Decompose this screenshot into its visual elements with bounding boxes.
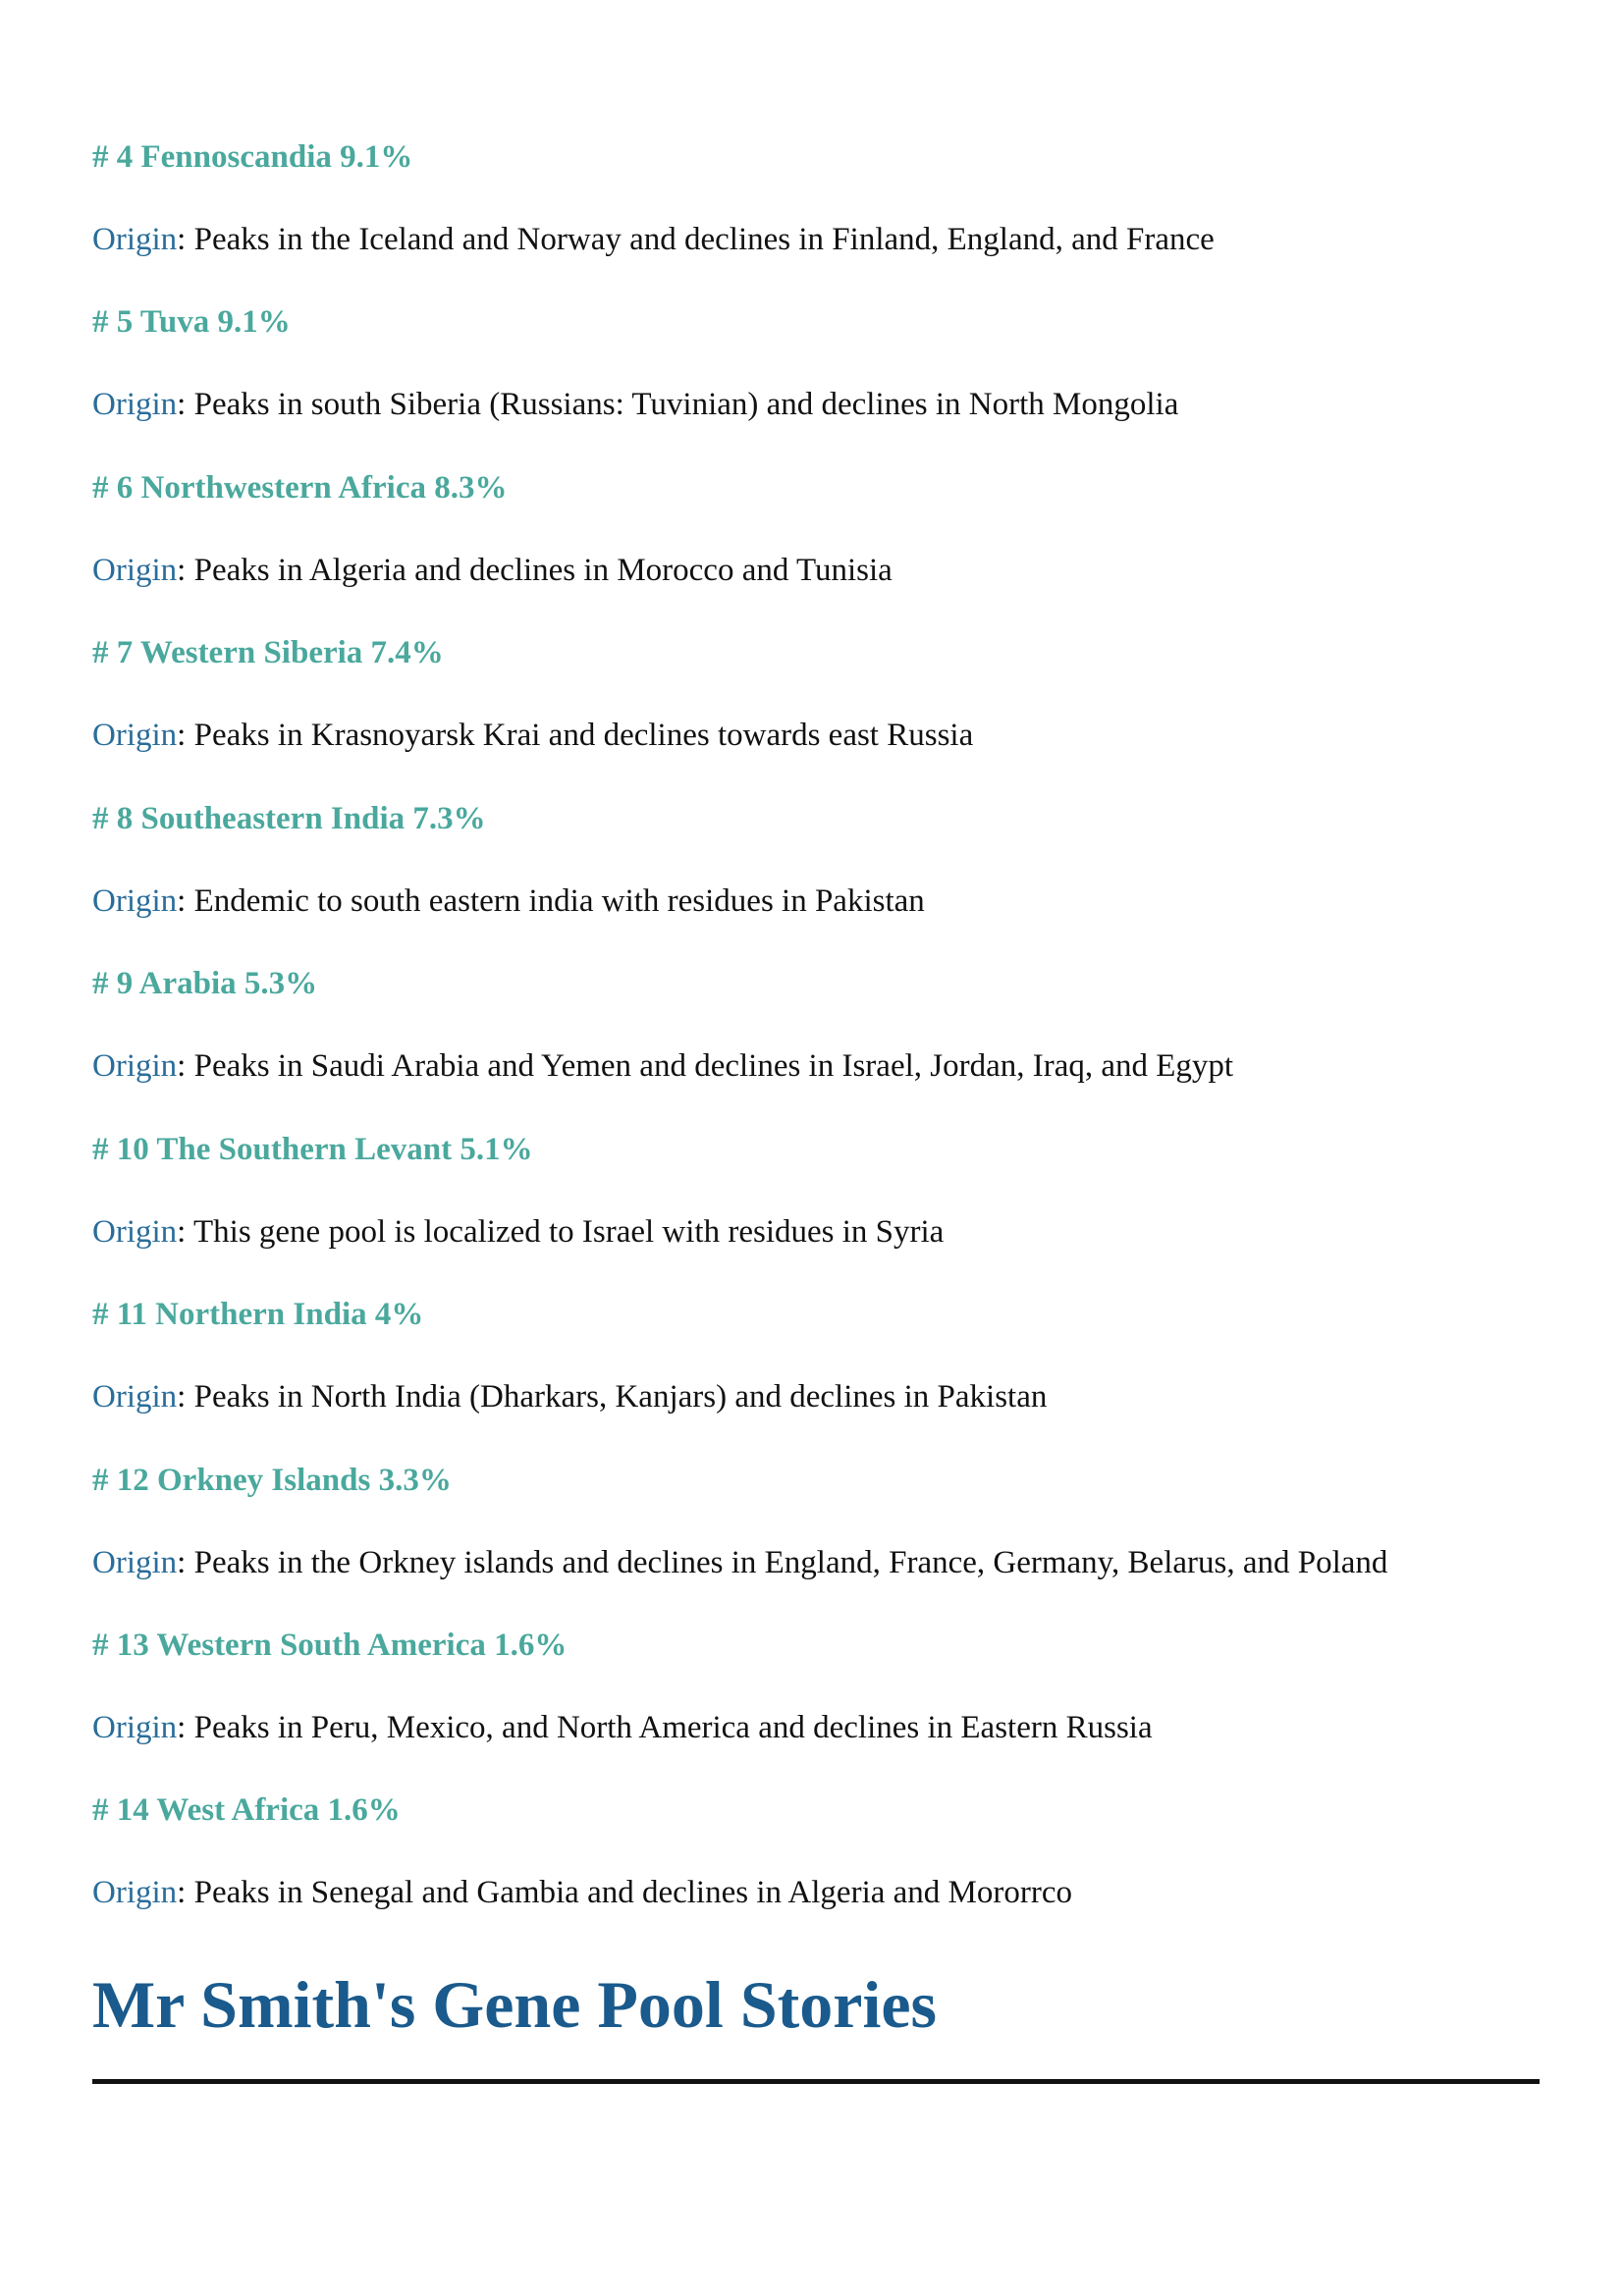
entry-heading: # 5 Tuva 9.1% [92,304,291,340]
origin-text: : This gene pool is localized to Israel with residues in Syria [177,1214,945,1250]
origin-label: Origin [92,718,178,753]
origin-text: : Peaks in Senegal and Gambia and declines in Algeria and Mororrco [177,1875,1072,1910]
horizontal-divider [92,2079,1540,2084]
origin-text: : Peaks in North India (Dharkars, Kanjars) and declines in Pakistan [177,1379,1048,1415]
origin-label: Origin [92,1379,178,1415]
origin-label: Origin [92,1048,178,1084]
entry-heading: # 10 The Southern Levant 5.1% [92,1132,533,1167]
origin-label: Origin [92,553,178,588]
entry-origin [92,1046,1233,1086]
entry-heading: # 8 Southeastern India 7.3% [92,801,486,836]
entry-heading: # 6 Northwestern Africa 8.3% [92,470,508,506]
entry-origin [92,1708,1153,1747]
origin-label: Origin [92,387,178,422]
entry-heading: # 7 Western Siberia 7.4% [92,635,444,670]
entry-origin [92,1873,1072,1912]
origin-label: Origin [92,1710,178,1745]
origin-label: Origin [92,1875,178,1910]
origin-label: Origin [92,222,178,257]
entry-heading: # 11 Northern India 4% [92,1297,424,1332]
entry-heading: # 13 Western South America 1.6% [92,1628,568,1663]
entry-origin [92,1377,1047,1416]
origin-text: : Peaks in Algeria and declines in Morocco and Tunisia [177,553,893,588]
entry-heading: # 12 Orkney Islands 3.3% [92,1463,452,1498]
origin-label: Origin [92,1214,178,1250]
origin-text: : Peaks in south Siberia (Russians: Tuvinian) and declines in North Mongolia [177,387,1179,422]
entry-origin [92,881,925,921]
entry-origin [92,1212,944,1252]
story-title: Mr Smith's Gene Pool Stories [92,1967,937,2042]
entry-origin [92,716,973,755]
entry-origin [92,220,1215,259]
origin-text: : Peaks in Peru, Mexico, and North America and declines in Eastern Russia [177,1710,1153,1745]
origin-text: : Peaks in the Orkney islands and declines in England, France, Germany, Belarus, and Poland [177,1545,1388,1580]
origin-text: : Endemic to south eastern india with residues in Pakistan [177,883,925,919]
origin-label: Origin [92,1545,178,1580]
entry-heading: # 14 West Africa 1.6% [92,1792,401,1828]
origin-text: : Peaks in the Iceland and Norway and declines in Finland, England, and France [177,222,1215,257]
origin-text: : Peaks in Saudi Arabia and Yemen and declines in Israel, Jordan, Iraq, and Egypt [177,1048,1234,1084]
origin-label: Origin [92,883,178,919]
entry-heading: # 4 Fennoscandia 9.1% [92,139,413,175]
origin-text: : Peaks in Krasnoyarsk Krai and declines towards east Russia [177,718,974,753]
entry-origin [92,1543,1387,1582]
entry-origin [92,551,893,590]
entry-heading: # 9 Arabia 5.3% [92,966,318,1001]
entry-origin [92,385,1178,424]
